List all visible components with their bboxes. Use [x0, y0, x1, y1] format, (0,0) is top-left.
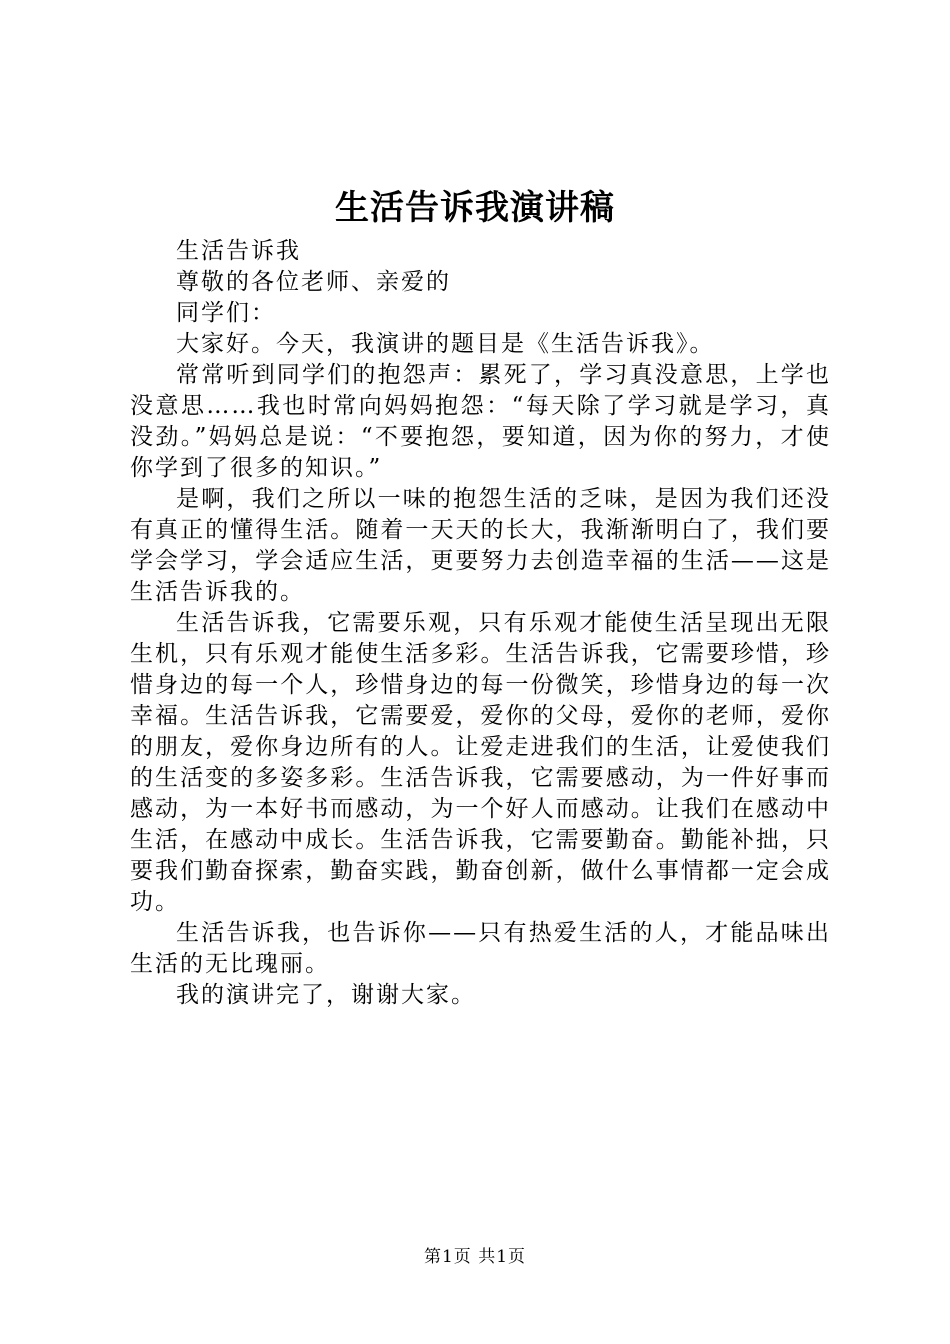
paragraph-salutation-cont: 同学们：	[176, 300, 276, 326]
page-footer: 第1页 共1页	[423, 1247, 527, 1267]
paragraph: 生活告诉我，它需要乐观，只有乐观才能使生活呈现出无限生机，只有乐观才能使生活多彩。生活告诉我，它需要珍惜，珍惜身边的每一个人，珍惜身边的每一份微笑，珍惜身边的每一次幸福。生活告诉我，它需要爱，爱你的父母，爱你的老师，爱你的朋友，爱你身边所有的人。让爱走进我们的生活，让爱使我们的生活变的多姿多彩。生活告诉我，它需要感动，为一件好事而感动，为一本好书而感动，为一个好人而感动。让我们在感动中生活，在感动中成长。生活告诉我，它需要勤奋。勤能补拙，只要我们勤奋探索，勤奋实践，勤奋创新，做什么事情都一定会成功。	[130, 610, 831, 915]
paragraph-heading: 生活告诉我	[176, 238, 301, 264]
paragraph: 常常听到同学们的抱怨声：累死了，学习真没意思，上学也没意思……我也时常向妈妈抱怨：“每天除了学习就是学习，真没劲。”妈妈总是说：“不要抱怨，要知道，因为你的努力，才使你学到了很多的知识。”	[130, 362, 831, 481]
paragraph: 生活告诉我，也告诉你——只有热爱生活的人，才能品味出生活的无比瑰丽。	[130, 920, 831, 977]
paragraph: 是啊，我们之所以一味的抱怨生活的乏味，是因为我们还没有真正的懂得生活。随着一天天的长大，我渐渐明白了，我们要学会学习，学会适应生活，更要努力去创造幸福的生活——这是生活告诉我的。	[130, 486, 831, 605]
page-title: 生活告诉我演讲稿	[335, 188, 615, 228]
document-body	[130, 236, 831, 1011]
paragraph-closing: 我的演讲完了，谢谢大家。	[176, 982, 476, 1008]
paragraph-salutation: 尊敬的各位老师、亲爱的	[176, 269, 451, 295]
paragraph-greeting: 大家好。今天，我演讲的题目是《生活告诉我》。	[176, 331, 715, 357]
